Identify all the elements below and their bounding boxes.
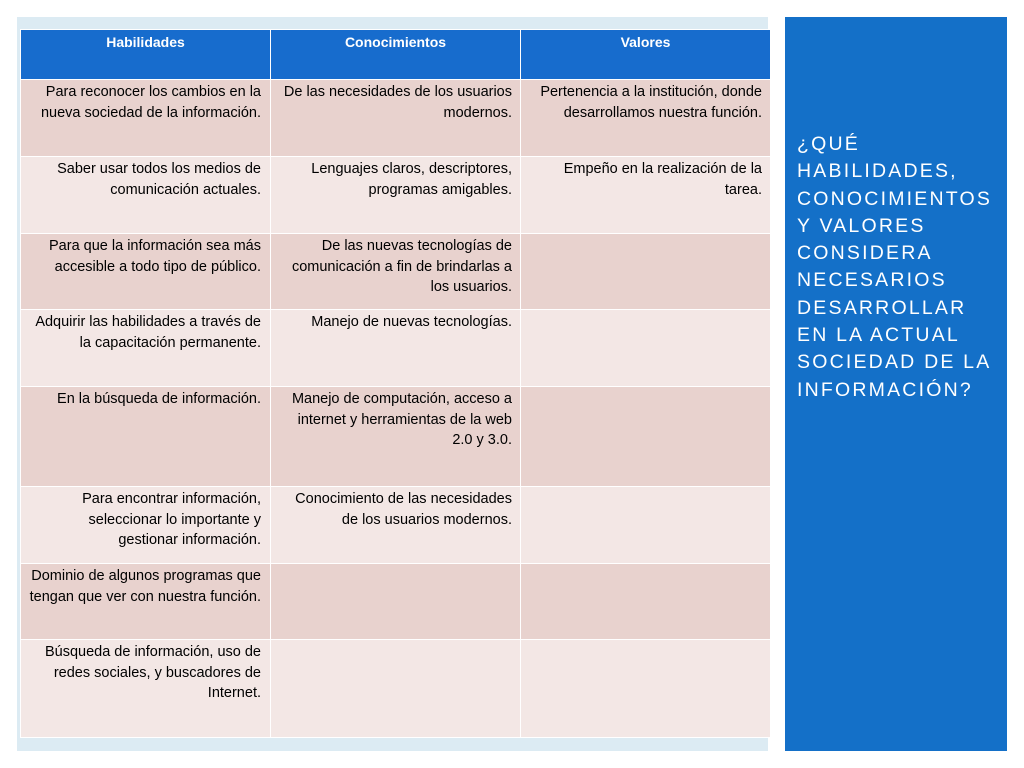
table-row	[21, 157, 771, 234]
cell-habilidad: Búsqueda de información, uso de redes sociales, y buscadores de Internet.	[21, 640, 271, 738]
cell-valor	[521, 640, 771, 738]
cell-habilidad: Para encontrar información, seleccionar lo importante y gestionar información.	[21, 487, 271, 564]
side-panel	[785, 17, 1007, 751]
header-habilidades: Habilidades	[21, 30, 271, 80]
cell-valor	[521, 310, 771, 387]
skills-table	[20, 29, 771, 738]
table-row	[21, 387, 771, 487]
header-conocimientos: Conocimientos	[271, 30, 521, 80]
cell-valor	[521, 387, 771, 487]
cell-valor	[521, 564, 771, 640]
table-header-row	[21, 30, 771, 80]
cell-valor: Empeño en la realización de la tarea.	[521, 157, 771, 234]
cell-habilidad: En la búsqueda de información.	[21, 387, 271, 487]
cell-conocimiento: Lenguajes claros, descriptores, programas amigables.	[271, 157, 521, 234]
cell-conocimiento	[271, 640, 521, 738]
cell-conocimiento: Manejo de computación, acceso a internet y herramientas de la web 2.0 y 3.0.	[271, 387, 521, 487]
table-row	[21, 640, 771, 738]
table-row	[21, 487, 771, 564]
cell-habilidad: Dominio de algunos programas que tengan que ver con nuestra función.	[21, 564, 271, 640]
cell-habilidad: Saber usar todos los medios de comunicación actuales.	[21, 157, 271, 234]
slide-title: ¿QUÉ HABILIDADES, CONOCIMIENTOS Y VALORES CONSIDERA NECESARIOS DESARROLLAR EN LA ACTUAL SOCIEDAD DE LA INFORMACIÓN?	[797, 133, 993, 401]
cell-conocimiento: De las necesidades de los usuarios modernos.	[271, 80, 521, 157]
cell-valor	[521, 234, 771, 310]
table-row	[21, 564, 771, 640]
cell-habilidad: Adquirir las habilidades a través de la capacitación permanente.	[21, 310, 271, 387]
header-valores: Valores	[521, 30, 771, 80]
cell-habilidad: Para reconocer los cambios en la nueva sociedad de la información.	[21, 80, 271, 157]
table-row	[21, 234, 771, 310]
table-row	[21, 310, 771, 387]
cell-valor: Pertenencia a la institución, donde desarrollamos nuestra función.	[521, 80, 771, 157]
cell-conocimiento: Manejo de nuevas tecnologías.	[271, 310, 521, 387]
cell-habilidad: Para que la información sea más accesible a todo tipo de público.	[21, 234, 271, 310]
cell-conocimiento: Conocimiento de las necesidades de los usuarios modernos.	[271, 487, 521, 564]
table-row	[21, 80, 771, 157]
cell-valor	[521, 487, 771, 564]
cell-conocimiento	[271, 564, 521, 640]
cell-conocimiento: De las nuevas tecnologías de comunicación a fin de brindarlas a los usuarios.	[271, 234, 521, 310]
